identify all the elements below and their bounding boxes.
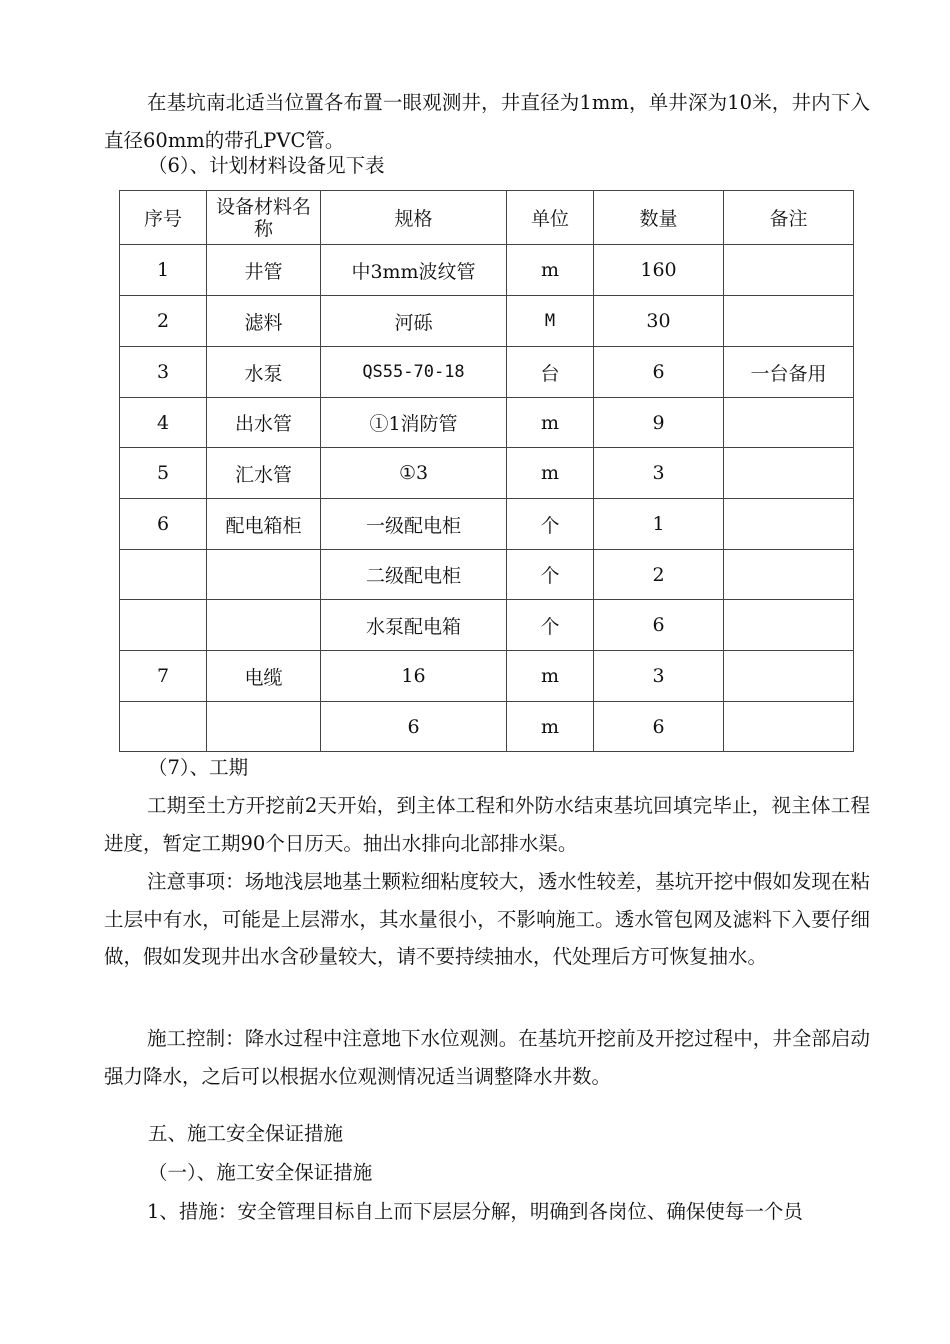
table-cell: 6	[321, 702, 507, 752]
table-cell: 个	[507, 499, 594, 550]
table-cell: 河砾	[321, 296, 507, 347]
table-cell: ①1消防管	[321, 398, 507, 448]
paragraph-schedule: 工期至土方开挖前2天开始，到主体工程和外防水结束基坑回填完毕止，视主体工程进度，暂定工期90个日历天。抽出水排向北部排水渠。	[104, 794, 870, 855]
table-cell: 配电箱柜	[207, 499, 321, 550]
table-cell: 一台备用	[724, 347, 854, 398]
table-cell: 3	[594, 448, 724, 499]
table-row	[120, 347, 854, 398]
table-cell	[207, 702, 321, 752]
table-cell: m	[507, 245, 594, 296]
table-row	[120, 499, 854, 550]
table-cell: m	[507, 398, 594, 448]
table-row	[120, 398, 854, 448]
table-cell	[207, 600, 321, 651]
table-cell	[207, 550, 321, 600]
table-cell: 160	[594, 245, 724, 296]
table-cell: 水泵配电箱	[321, 600, 507, 651]
heading-material-plan: （6）、计划材料设备见下表	[148, 154, 385, 177]
table-cell: ①3	[321, 448, 507, 499]
table-cell: 2	[120, 296, 207, 347]
table-cell: 井管	[207, 245, 321, 296]
table-cell: 滤料	[207, 296, 321, 347]
paragraph-measures: 1、措施：安全管理目标自上而下层层分解，明确到各岗位、确保使每一个员	[147, 1200, 803, 1223]
table-cell	[120, 600, 207, 651]
materials-table	[119, 190, 854, 752]
table-cell: 二级配电柜	[321, 550, 507, 600]
table-cell: 6	[594, 347, 724, 398]
table-cell: m	[507, 448, 594, 499]
table-cell: m	[507, 702, 594, 752]
table-row	[120, 600, 854, 651]
header-cell: 数量	[594, 191, 724, 245]
table-cell: 1	[120, 245, 207, 296]
table-cell: 个	[507, 600, 594, 651]
table-cell: 6	[120, 499, 207, 550]
table-cell: 台	[507, 347, 594, 398]
table-cell: 出水管	[207, 398, 321, 448]
table-cell	[120, 550, 207, 600]
table-cell: 1	[594, 499, 724, 550]
table-cell	[724, 550, 854, 600]
table-cell	[724, 600, 854, 651]
table-cell	[724, 702, 854, 752]
heading-schedule: （7）、工期	[148, 756, 249, 779]
table-cell	[724, 398, 854, 448]
table-cell: 2	[594, 550, 724, 600]
table-row	[120, 550, 854, 600]
paragraph-construction-control: 施工控制：降水过程中注意地下水位观测。在基坑开挖前及开挖过程中，井全部启动强力降水，之后可以根据水位观测情况适当调整降水井数。	[104, 1027, 870, 1088]
table-cell	[724, 499, 854, 550]
table-row	[120, 651, 854, 702]
header-cell: 设备材料名称	[207, 191, 321, 245]
table-cell: 中3mm波纹管	[321, 245, 507, 296]
table-cell	[120, 702, 207, 752]
header-cell: 备注	[724, 191, 854, 245]
table-cell: 9	[594, 398, 724, 448]
header-cell: 序号	[120, 191, 207, 245]
table-cell	[724, 296, 854, 347]
subsection-heading-safety: （一）、施工安全保证措施	[148, 1161, 373, 1184]
table-row	[120, 245, 854, 296]
table-row	[120, 296, 854, 347]
section-heading-safety: 五、施工安全保证措施	[148, 1122, 344, 1145]
table-header-row	[120, 191, 854, 245]
table-cell: 30	[594, 296, 724, 347]
table-cell: 6	[594, 600, 724, 651]
table-cell: 电缆	[207, 651, 321, 702]
table-cell: 6	[594, 702, 724, 752]
paragraph-observation-well: 在基坑南北适当位置各布置一眼观测井，井直径为1mm，单井深为10米，井内下入直径60mm的带孔PVC管。	[104, 91, 870, 152]
table-cell: m	[507, 651, 594, 702]
table-cell: 5	[120, 448, 207, 499]
table-cell: 一级配电柜	[321, 499, 507, 550]
table-cell: 16	[321, 651, 507, 702]
table-row	[120, 702, 854, 752]
table-cell: 3	[120, 347, 207, 398]
table-cell	[724, 651, 854, 702]
paragraph-notes: 注意事项：场地浅层地基土颗粒细粘度较大，透水性较差，基坑开挖中假如发现在粘土层中有水，可能是上层滞水，其水量很小，不影响施工。透水管包网及滤料下入要仔细做，假如发现井出水含砂量较大，请不要持续抽水，代处理后方可恢复抽水。	[104, 870, 870, 969]
table-cell: 3	[594, 651, 724, 702]
table-cell: 7	[120, 651, 207, 702]
header-cell: 单位	[507, 191, 594, 245]
table-cell: 汇水管	[207, 448, 321, 499]
table-cell: QS55-70-18	[321, 347, 507, 398]
table-cell	[724, 448, 854, 499]
table-cell: M	[507, 296, 594, 347]
table-cell: 4	[120, 398, 207, 448]
table-cell	[724, 245, 854, 296]
table-cell: 个	[507, 550, 594, 600]
table-row	[120, 448, 854, 499]
header-cell: 规格	[321, 191, 507, 245]
table-cell: 水泵	[207, 347, 321, 398]
